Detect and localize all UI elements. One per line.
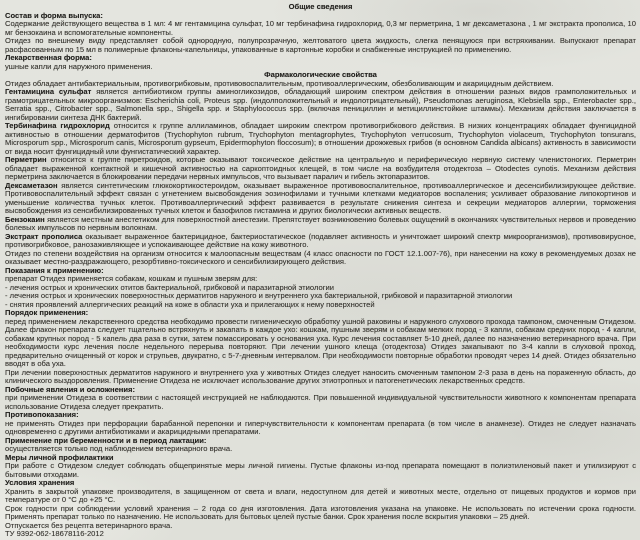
paragraph xyxy=(5,182,636,216)
paragraph: Срок годности при соблюдении условий хранения – 2 года со дня изготовления. Дата изготовления указана на упаковке. Не использовать по истечении срока годности. Применять препарат только по назначению. Не использовать для бытовых целей пустые банки. Срок хранения после вскрытия упаковки – 25 дней. xyxy=(5,503,636,521)
section-heading: Состав и форма выпуска: xyxy=(5,10,103,20)
paragraph: перед применением лекарственного средства необходимо провести гигиеническую обработку ушной раковины и наружного слухового прохода тампоном, смоченным Отидезом. Далее флакон препарата следует тщательно встряхнуть и закапать в каждое ухо: кошкам, пушным зверям и собакам мелких пород - 3 капли, собакам средних пород - 4 капли, собакам крупных пород - 5 капель два раза в сутки, затем помассировать у основания уха. Курс лечения составляет 5-10 дней, далее по назначению ветеринарного врача. При необходимости курс лечения после недельного перерыва повторяют. При лечении ушного клеща (отодектоза) Отидез закапывают по 3-4 капли в слуховой проход, предварительно очищенный от корок и струпьев, двукратно, с 5-7-дневным интервалом. При необходимости повторные обработки проводят через 14 дней. Отидез обязательно вводят в оба уха. xyxy=(5,316,636,368)
bold-lead-term: Тербинафина гидрохлорид xyxy=(5,121,110,130)
paragraph xyxy=(5,156,636,182)
bold-lead-term: Дексаметазон xyxy=(5,180,58,190)
paragraph xyxy=(5,88,636,122)
section-heading: Противопоказания: xyxy=(5,410,79,419)
section-heading: Условия хранения xyxy=(5,478,75,487)
paragraph: Хранить в закрытой упаковке производителя, в защищенном от света и влаги, недоступном для детей и животных месте, отдельно от пищевых продуктов и кормов при температуре от 0 °С до +25 °С. xyxy=(5,486,636,504)
section-heading: Побочные явления и осложнения: xyxy=(5,384,136,394)
section-heading: Порядок применения: xyxy=(5,308,89,317)
paragraph: При лечении поверхностных дерматитов наружного и внутреннего уха у животных Отидез следует наносить смоченным тампоном 2-3 раза в день на пораженную область, до клинического выздоровления. Применение Отидеза не исключает использование других этиотропных и патогенетических лекарственных средств. xyxy=(5,367,636,385)
bold-lead-term: Бензокаин xyxy=(5,214,45,224)
paragraph: Содержание действующего вещества в 1 мл: 4 мг гентамицина сульфат, 10 мг тербинафина гидрохлорид, 0,3 мг перметрина, 1 мг дексаметазона , 1 мг экстракта прополиса, 10 мг бензокаина и вспомогательные компоненты. xyxy=(5,19,636,37)
section-title-centered: Общие сведения xyxy=(288,2,353,11)
paragraph: ушные капли для наружного применения. xyxy=(5,61,153,71)
bold-lead-term: Гентамицина сульфат xyxy=(5,87,92,96)
section-title-centered: Фармакологические свойства xyxy=(264,70,377,79)
paragraph: при применении Отидеза в соответствии с настоящей инструкцией не наблюдаются. При повышенной индивидуальной чувствительности животного к компонентам препарата использование Отидеза следует прекратить. xyxy=(5,393,636,411)
bold-lead-term: Экстракт прополиса xyxy=(5,231,83,241)
paragraph: Отидез по степени воздействия на организм относится к малоопасным веществам (4 класс опасности по ГОСТ 12.1.007-76), при нанесении на кожу в рекомендуемых дозах не оказывает местно-раздражающего, резорбтивно-токсического и сенсибилизирующего действия. xyxy=(5,248,636,266)
paragraph-text: относится к группе пиретроидов, которые оказывают токсическое действие на центральную и периферическую нервную систему членистоногих. Перметрин обладает выраженной контактной и кишечной активностью на саркоптоидных клещей, в том числе на возбудителя отодектоза – Otodectes cynotis. Механизм действия перметрина заключается в блокировании передачи нервных импульсов, что вызывает паралич и гибель эктопаразитов. xyxy=(5,155,636,181)
section-heading: Применение при беременности и в период лактации: xyxy=(5,435,207,445)
paragraph: не применять Отидез при перфорации барабанной перепонки и гиперчувствительности к компонентам препарата (в том числе в анамнезе). Отидез не следует назначать одновременно с другими антибиотиками и акарицидными препаратами. xyxy=(5,418,636,436)
section-heading: Лекарственная форма: xyxy=(5,53,92,62)
paragraph xyxy=(5,122,636,156)
paragraph: При работе с Отидезом следует соблюдать общепринятые меры личной гигиены. Пустые флаконы из-под препарата помещают в полиэтиленовый пакет и утилизируют с бытовыми отходами. xyxy=(5,461,636,479)
paragraph xyxy=(5,216,636,233)
paragraph xyxy=(5,233,636,250)
paragraph-text: оказывает выраженное бактерицидное, бактериостатическое (подавляет активность и уничтожает широкий спектр микроорганизмов), противовирусное, противогрибковое, ранозаживляющее и успокаивающее действие на кожу животного. xyxy=(5,231,637,249)
section-heading: Показания к применению: xyxy=(5,265,104,275)
section-heading: Меры личной профилактики xyxy=(5,452,114,462)
paragraph: Отпускается без рецепта ветеринарного врача. xyxy=(5,520,173,530)
bold-lead-term: Перметрин xyxy=(5,155,47,164)
paragraph-text: относится к группе аллиламинов, обладает широким спектром противогрибкового действия. В низких концентрациях обладает фунгицидной активностью в отношении дерматофитов (Trychophyton rubrum, Trychophyton mentagrophytes, Trychophyton verrucosum, Trychophyton violaceum, Trychophyton tonsurans, Microsporum spp., Microsporum canis, Microsporum gypseum, Epidermophyton floccosum); в отношении дрожжевых грибов (в основном Candida albicans) активность в зависимости от вида носит фунгицидный или фунгистатический характер. xyxy=(5,121,636,156)
list-item: - снятия проявлений аллергических реакций на коже в области уха и прилегающих к нему поверхностей xyxy=(5,299,375,309)
list-item: - лечения острых и хронических отитов бактериальной, грибковой и паразитарной этиологии xyxy=(5,282,334,292)
paragraph: осуществляется только под наблюдением ветеринарного врача. xyxy=(5,444,233,453)
paragraph: Отидез обладает антибактериальным, противогрибковым, противовоспалительным, противоаллергическим, обезболивающим и акарицидным действием. xyxy=(5,78,554,88)
list-item: - лечения острых и хронических поверхностных дерматитов наружного и внутреннего уха бактериальной, грибковой и паразитарной этиологии xyxy=(5,291,513,300)
paragraph-text: является местным анестетиком для поверхностной анестезии. Препятствует возникновению болевых ощущений в окончаниях чувствительных нервов и проведению болевых импульсов по нервным волокнам. xyxy=(5,214,636,232)
paragraph: препарат Отидез применяется собакам, кошкам и пушным зверям для: xyxy=(5,274,258,283)
paragraph: ТУ 9392-062-18678116-2012 xyxy=(5,529,104,538)
paragraph: Отидез по внешнему виду представляет собой однородную, полупрозрачную, желтоватого цвета жидкость, слегка пенящуюся при встряхивании. Выпускают препарат расфасованным по 15 мл в полимерные флаконы-капельницы, упакованные в картонные коробки и снабженные инструкцией по применению. xyxy=(5,36,636,54)
paragraph-text: является антибиотиком группы аминогликозидов, обладающий широким спектром действия в отношении разных видов грамположительных и грамотрицательных микроорганизмов: Escherichia coli, Proteus spp. (индолположительный и индолотрицательный), Pseudomonas aeruginosa, Klebsiella spp., Enterobacter spp., Serratia spp., Citrobacter spp., Salmonella spp., Shigella spp. и Staphylococcus spp. (включая пенициллин и метициллинстойкие штаммы). Механизм действия заключается в ингибировании синтеза ДНК бактерий. xyxy=(5,87,636,122)
paragraph-text: является синтетическим глюкокортикостероидом, оказывает выраженное противовоспалительное, противоаллергическое и десенсибилизирующее действие. Противовоспалительный эффект связан с угнетением высвобождения эозинофилами и тучными клетками медиаторов воспаления; усиливает образование липокортинов и уменьшение количества тучных клеток. Противоаллергический эффект развивается в результате снижения синтеза и секреции медиаторов аллергии, торможения высвобождения из сенсибилизированных тучных клеток и базофилов гистамина и других биологически активных веществ. xyxy=(5,180,636,215)
